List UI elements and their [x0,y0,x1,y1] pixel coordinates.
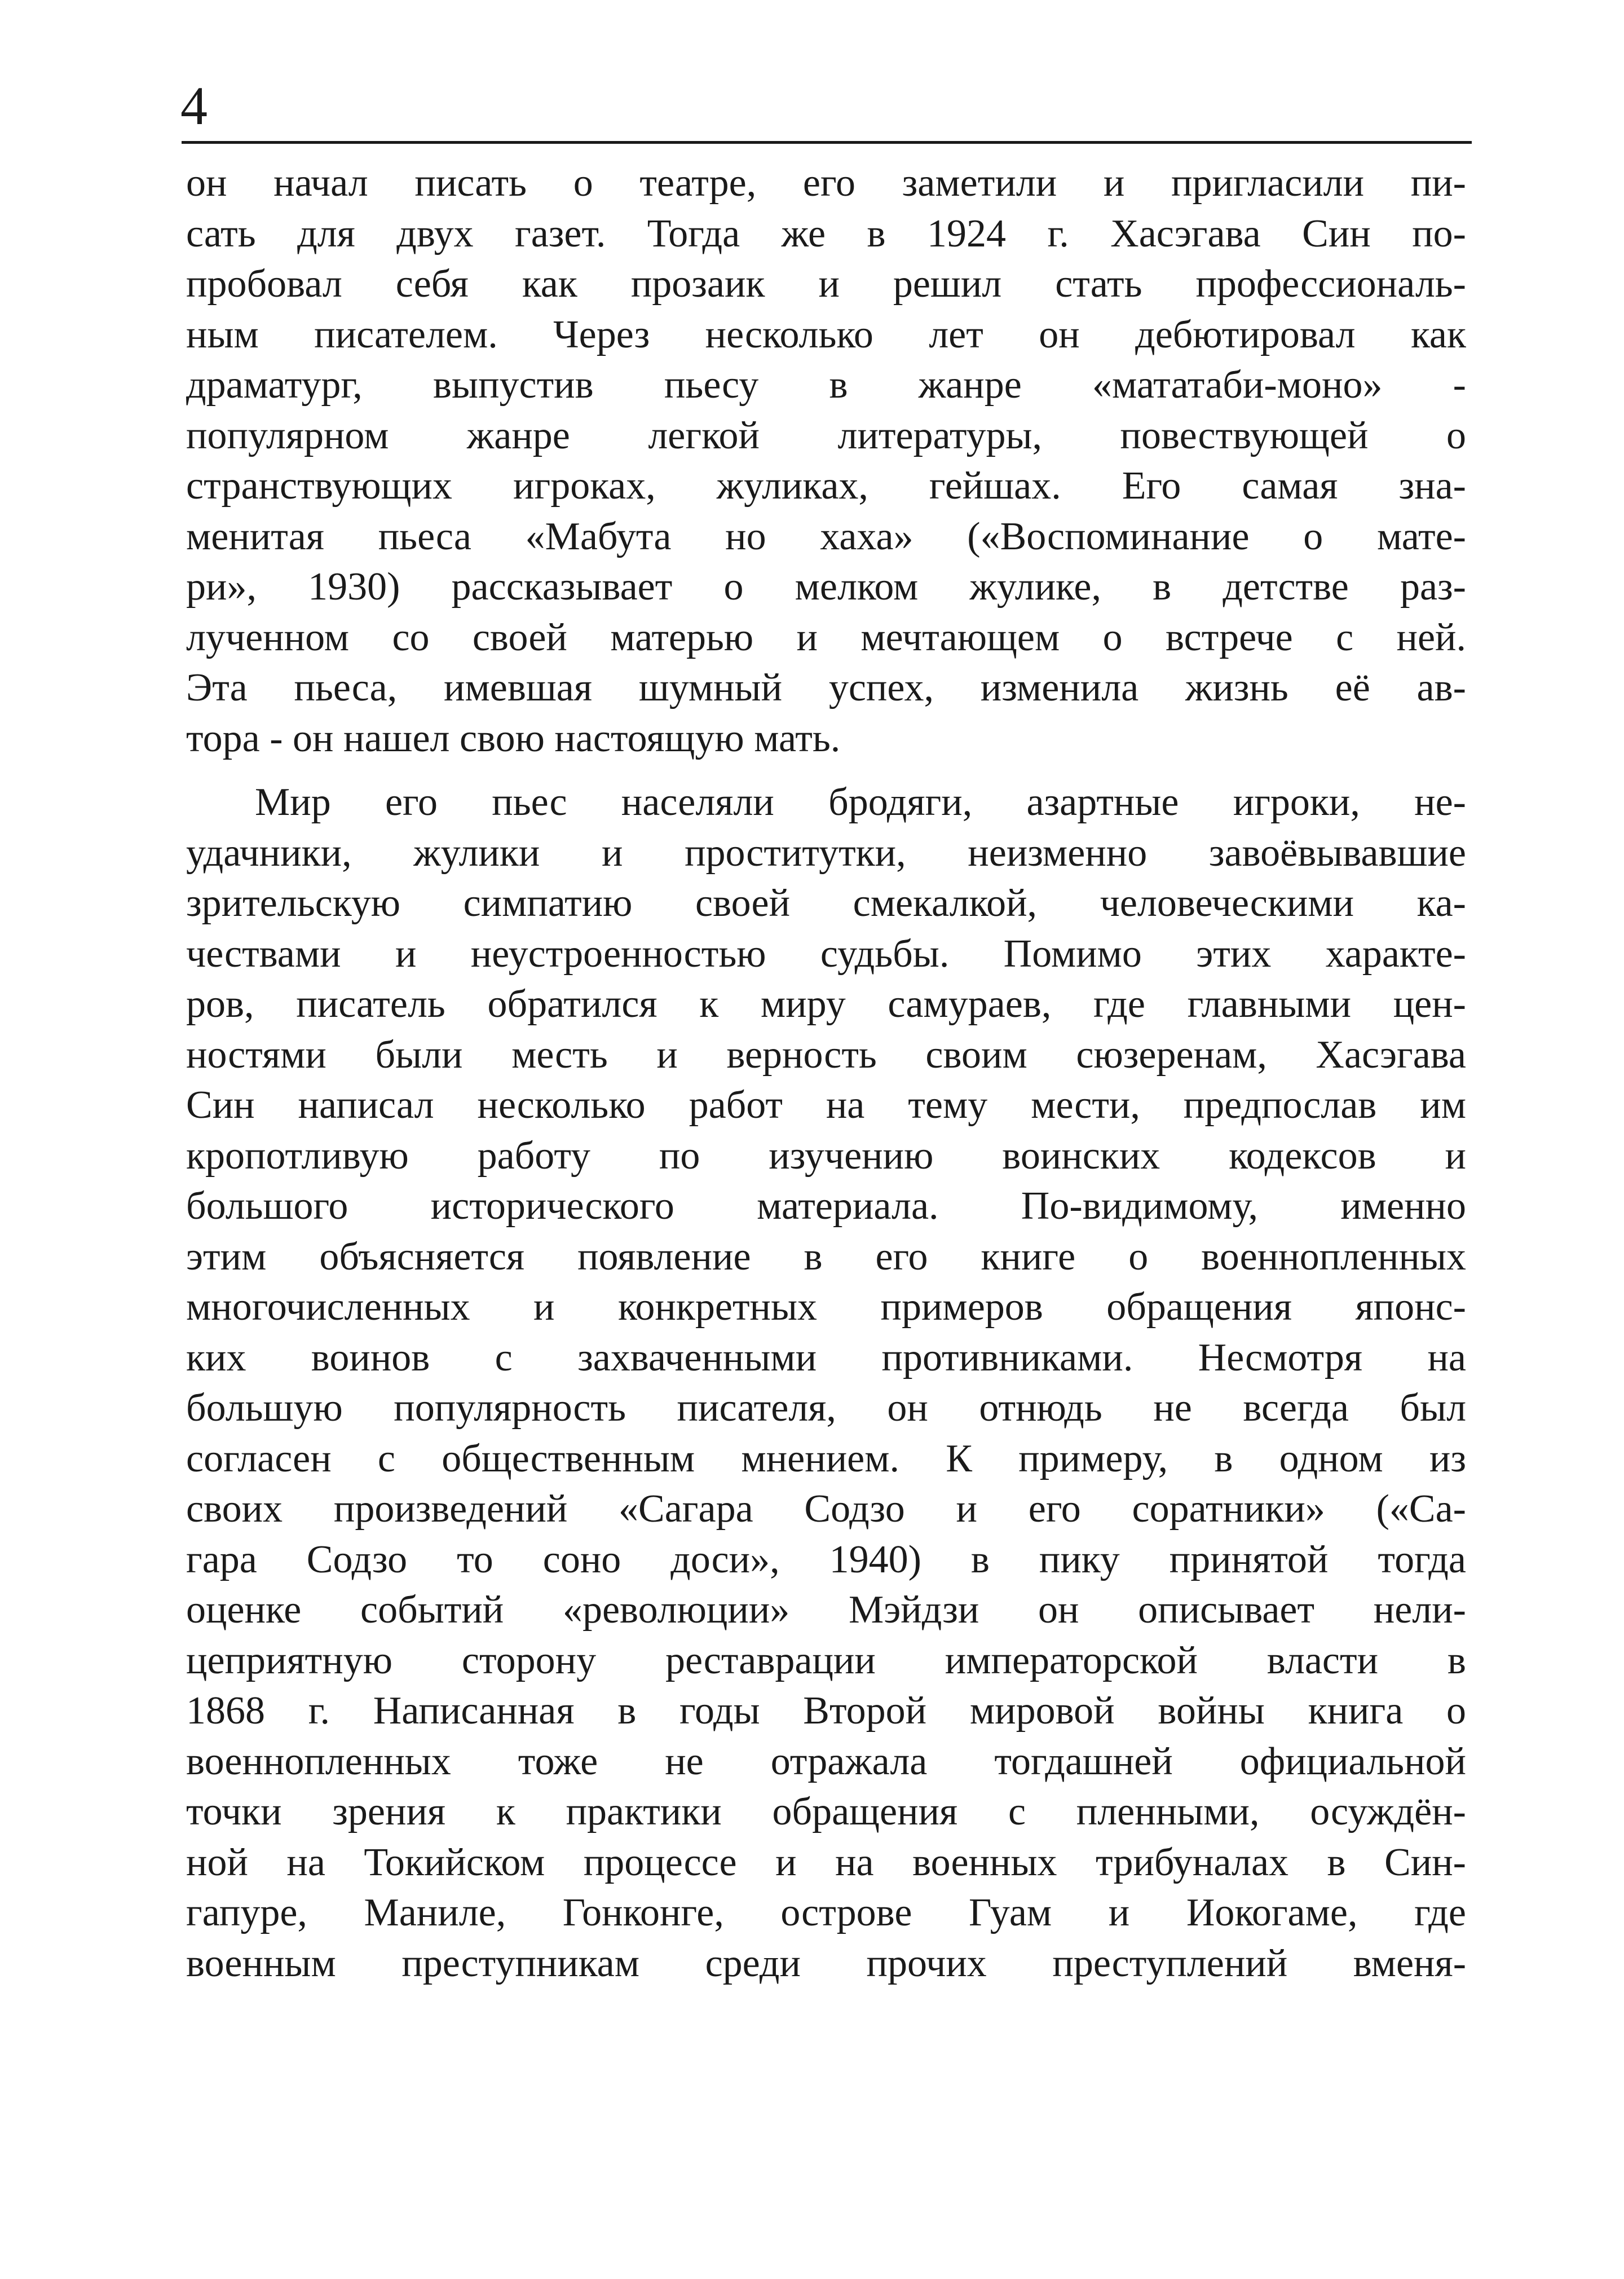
text-line: оценке событий «революции» Мэйдзи он описывает нели- [186,1588,1466,1632]
text-line: чествами и неустроенностью судьбы. Помимо этих характе- [186,932,1466,976]
text-line: гапуре, Маниле, Гонконге, острове Гуам и Иокогаме, где [186,1891,1466,1934]
text-line: ких воинов с захваченными противниками. Несмотря на [186,1335,1466,1379]
text-line: большого исторического материала. По-видимому, именно [186,1184,1466,1228]
text-line: ров, писатель обратился к миру самураев, где главными цен- [186,982,1466,1026]
text-line: удачники, жулики и проститутки, неизменно завоёвывавшие [186,831,1466,875]
page-number: 4 [180,76,208,136]
text-line: популярном жанре легкой литературы, повествующей о [186,413,1466,457]
text-line: многочисленных и конкретных примеров обращения японс- [186,1285,1466,1329]
text-line: странствующих игроках, жуликах, гейшах. Его самая зна- [186,464,1466,508]
body-text [186,158,1466,1989]
text-line: тора - он нашел свою настоящую мать. [186,716,841,760]
text-line: большую популярность писателя, он отнюдь не всегда был [186,1386,1466,1430]
text-line: лученном со своей матерью и мечтающем о встрече с ней. [186,615,1466,659]
text-line: менитая пьеса «Мабута но хаха» («Воспоминание о мате- [186,514,1466,558]
text-line: сать для двух газет. Тогда же в 1924 г. Хасэгава Син по- [186,211,1466,255]
text-line: драматург, выпустив пьесу в жанре «мататаби-моно» - [186,363,1466,407]
text-line: 1868 г. Написанная в годы Второй мировой войны книга о [186,1689,1466,1733]
text-line: ной на Токийском процессе и на военных трибуналах в Син- [186,1840,1466,1884]
text-line: цеприятную сторону реставрации императорской власти в [186,1638,1466,1682]
header-rule [182,141,1472,144]
text-line: кропотливую работу по изучению воинских кодексов и [186,1134,1466,1178]
text-line: этим объясняется появление в его книге о военнопленных [186,1235,1466,1279]
text-line: своих произведений «Сагара Содзо и его соратники» («Са- [186,1487,1466,1531]
text-line: гара Содзо то соно доси», 1940) в пику принятой тогда [186,1537,1466,1581]
text-line: точки зрения к практики обращения с пленными, осуждён- [186,1790,1466,1833]
paragraph-1 [186,158,1466,764]
paragraph-2 [186,777,1466,1989]
text-line: военнопленных тоже не отражала тогдашней официальной [186,1739,1466,1783]
text-line: ри», 1930) рассказывает о мелком жулике, в детстве раз- [186,565,1466,609]
text-line: зрительскую симпатию своей смекалкой, человеческими ка- [186,881,1466,925]
text-line: ным писателем. Через несколько лет он дебютировал как [186,312,1466,356]
text-line: согласен с общественным мнением. К примеру, в одном из [186,1436,1466,1480]
paragraph-gap [186,764,1466,777]
text-line: Мир его пьес населяли бродяги, азартные игроки, не- [255,781,1466,824]
text-line: Эта пьеса, имевшая шумный успех, изменила жизнь её ав- [186,666,1466,709]
text-line: пробовал себя как прозаик и решил стать профессиональ- [186,262,1466,306]
text-line: он начал писать о театре, его заметили и пригласили пи- [186,161,1466,205]
text-line: Син написал несколько работ на тему мести, предпослав им [186,1083,1466,1127]
text-line: военным преступникам среди прочих преступлений вменя- [186,1941,1466,1985]
text-line: ностями были месть и верность своим сюзеренам, Хасэгава [186,1033,1466,1077]
